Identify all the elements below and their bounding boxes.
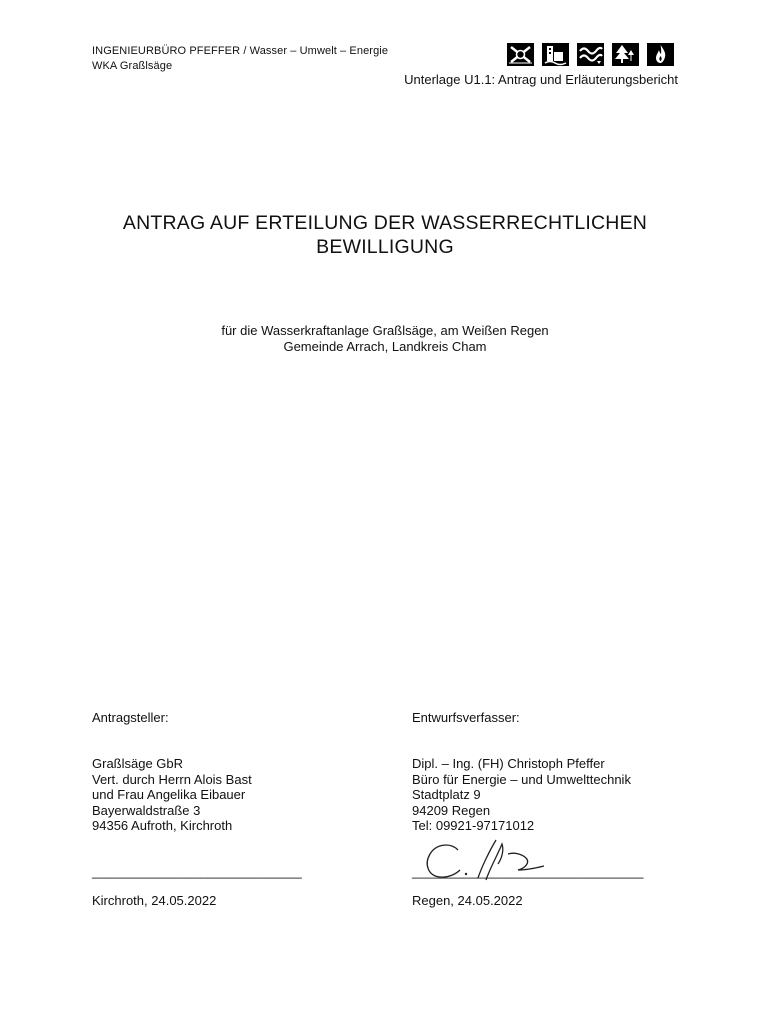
designer-line: Dipl. – Ing. (FH) Christoph Pfeffer	[412, 756, 605, 771]
designer-place-date: Regen, 24.05.2022	[412, 893, 523, 908]
document-reference: Unterlage U1.1: Antrag und Erläuterungsbericht	[404, 72, 678, 87]
applicant-line: Vert. durch Herrn Alois Bast	[92, 771, 252, 787]
designer-line: Tel: 09921-97171012	[412, 818, 535, 833]
title-line-1: ANTRAG AUF ERTEILUNG DER WASSERRECHTLICHEN	[122, 212, 648, 234]
designer-heading: Entwurfsverfasser:	[412, 710, 520, 725]
building-icon	[542, 43, 569, 66]
title-line-2: BEWILLIGUNG	[316, 236, 454, 258]
tree-icon	[612, 43, 639, 66]
designer-signature-line: ________________________________	[412, 864, 644, 879]
subtitle-line-2: Gemeinde Arrach, Landkreis Cham	[283, 339, 487, 354]
applicant-line: und Frau Angelika Eibauer	[92, 787, 246, 802]
applicant-place-date: Kirchroth, 24.05.2022	[92, 893, 217, 908]
applicant-line: Graßlsäge GbR	[92, 756, 184, 771]
applicant-line: Bayerwaldstraße 3	[92, 802, 201, 818]
applicant-line: 94356 Aufroth, Kirchroth	[92, 818, 233, 833]
project-name: WKA Graßlsäge	[92, 60, 173, 72]
applicant-address	[92, 756, 252, 834]
designer-line: 94209 Regen	[412, 802, 491, 818]
turbine-icon	[507, 43, 534, 66]
subtitle-line-1: für die Wasserkraftanlage Graßlsäge, am Weißen Regen	[221, 323, 549, 338]
designer-address	[412, 756, 631, 834]
flame-icon	[647, 43, 674, 66]
applicant-signature-line: _____________________________	[92, 864, 302, 879]
designer-line: Büro für Energie – und Umwelttechnik	[412, 771, 631, 787]
company-name: INGENIEURBÜRO PFEFFER / Wasser – Umwelt – Energie	[92, 45, 389, 57]
document-title	[60, 211, 710, 259]
logo-icon-strip	[507, 43, 674, 66]
water-wave-icon	[577, 43, 604, 66]
applicant-heading: Antragsteller:	[92, 710, 169, 725]
designer-line: Stadtplatz 9	[412, 787, 481, 802]
document-subtitle	[60, 323, 710, 355]
